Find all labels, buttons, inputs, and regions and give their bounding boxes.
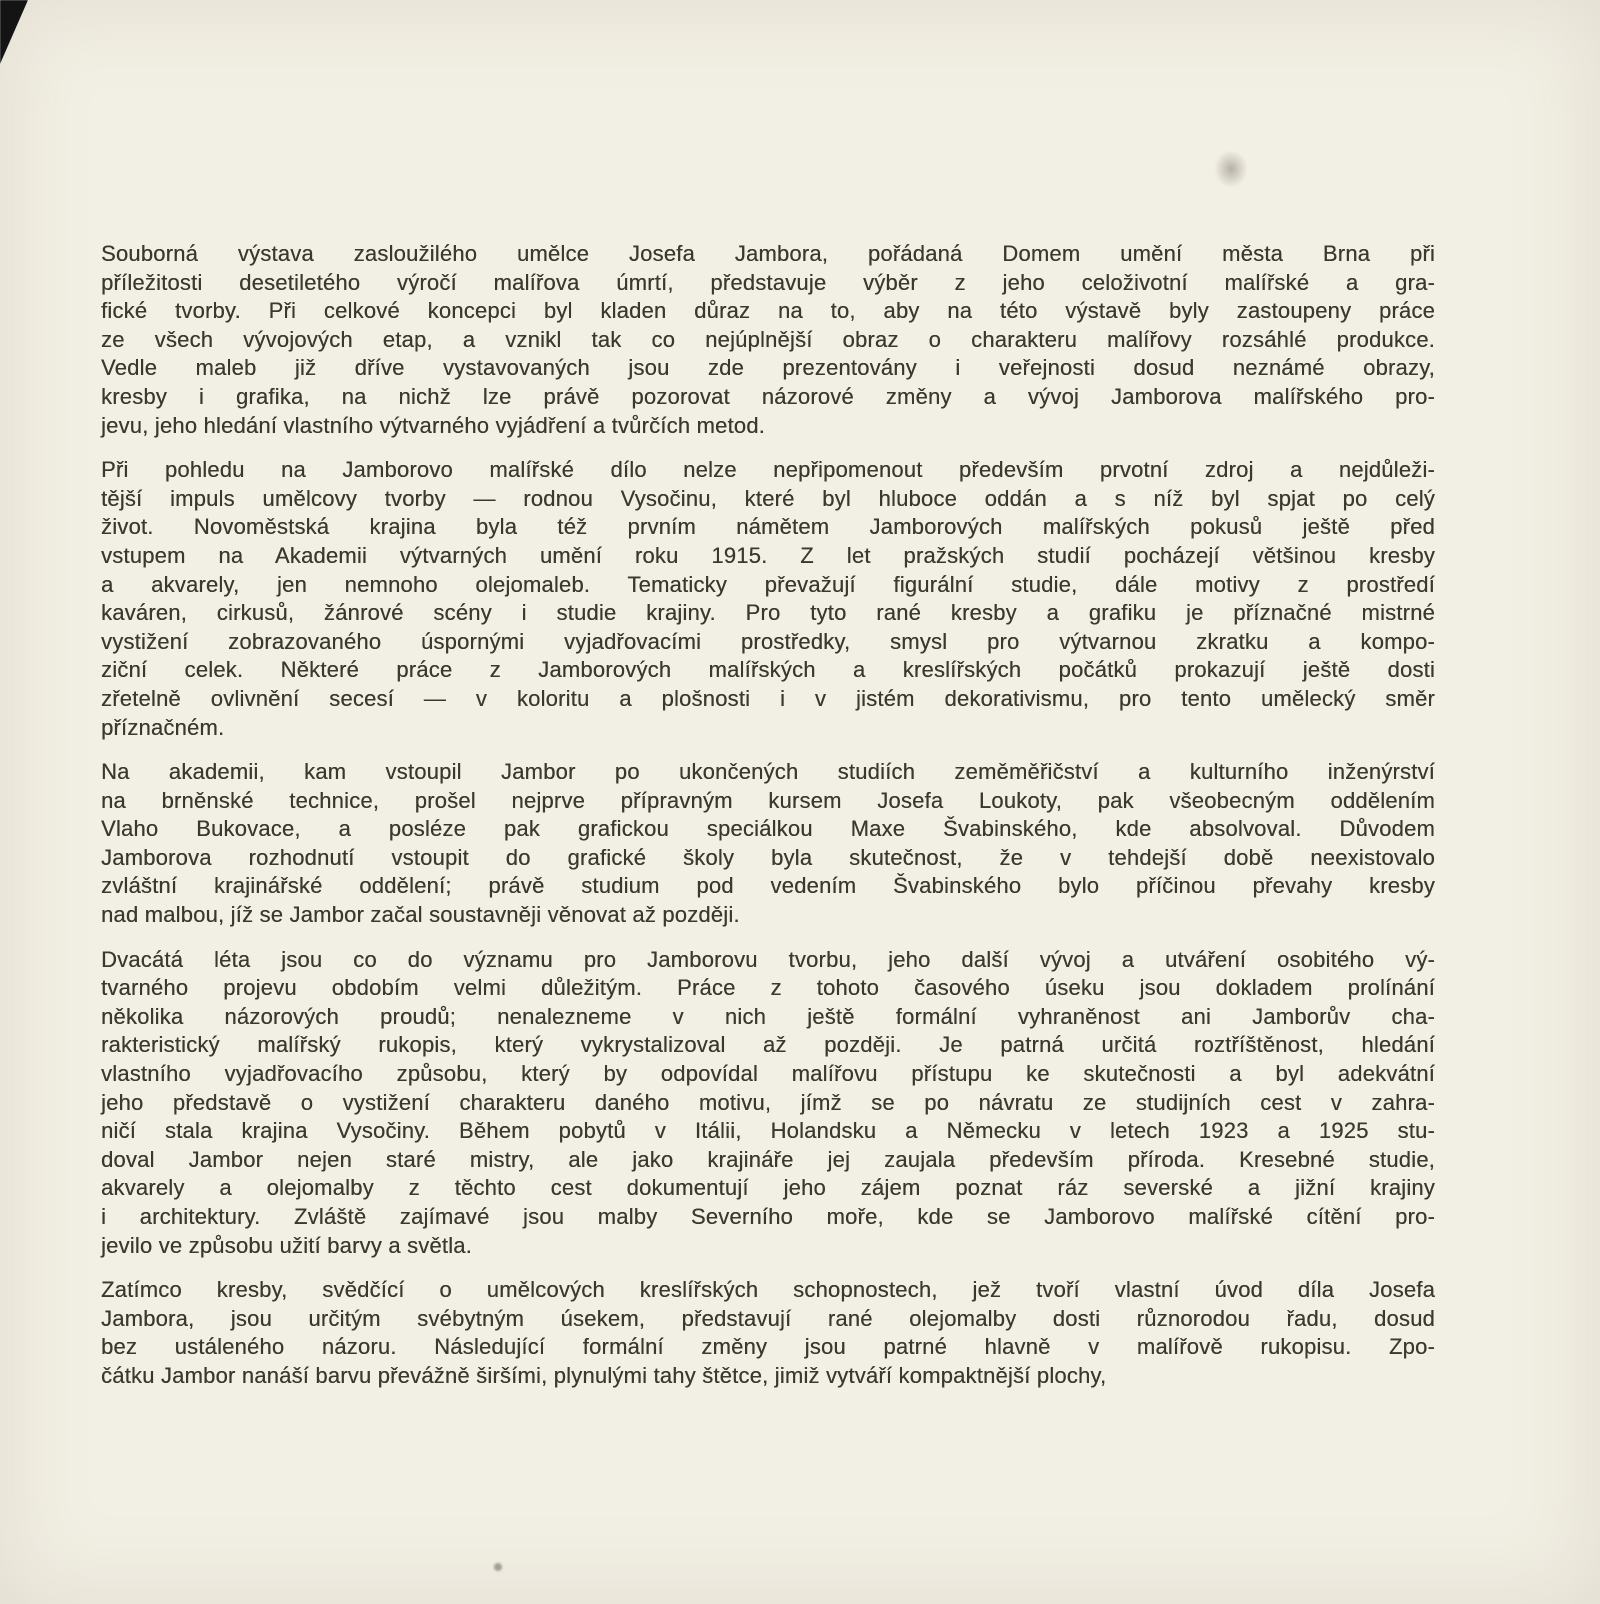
- text-line: fické tvorby. Při celkové koncepci byl kladen důraz na to, aby na této výstavě byly zastoupeny práce: [101, 298, 1435, 324]
- text-line: několika názorových proudů; nenalezneme v nich ještě formální vyhraněnost ani Jamborův cha-: [101, 1003, 1435, 1029]
- text-line: rakteristický malířský rukopis, který vykrystalizoval až později. Je patrná určitá roztříštěnost, hledání: [101, 1032, 1435, 1058]
- text-line: zvláštní krajinářské oddělení; právě studium pod vedením Švabinského bylo příčinou převahy kresby: [101, 873, 1435, 899]
- text-line: na brněnské technice, prošel nejprve přípravným kursem Josefa Loukoty, pak všeobecným oddělením: [101, 787, 1435, 813]
- paragraph-3: [101, 758, 1435, 930]
- paragraph-5: [101, 1276, 1435, 1390]
- text-line: Souborná výstava zasloužilého umělce Josefa Jambora, pořádaná Domem umění města Brna při: [101, 241, 1435, 266]
- text-line: tější impuls umělcovy tvorby — rodnou Vysočinu, které byl hluboce oddán a s níž byl spjat po celý: [101, 485, 1435, 511]
- text-line: příznačném.: [101, 714, 225, 740]
- text-line: Jamborova rozhodnutí vstoupit do grafické školy byla skutečnost, že v tehdejší době neexistovalo: [101, 844, 1435, 870]
- text-block: [101, 240, 1435, 1407]
- text-line: Jambora, jsou určitým svébytným úsekem, představují rané olejomalby dosti různorodou řadu, dosud: [101, 1305, 1435, 1331]
- paragraph-4: [101, 946, 1435, 1261]
- scan-artifact-speck: [494, 1563, 502, 1571]
- text-line: čátku Jambor nanáší barvu převážně širšími, plynulými tahy štětce, jimiž vytváří kompaktnější plochy,: [101, 1362, 1107, 1388]
- text-line: Na akademii, kam vstoupil Jambor po ukončených studiích zeměměřičství a kulturního inženýrství: [101, 759, 1435, 785]
- text-line: Dvacátá léta jsou co do významu pro Jamborovu tvorbu, jeho další vývoj a utváření osobitého vý-: [101, 946, 1435, 972]
- text-line: Zatímco kresby, svědčící o umělcových kreslířských schopnostech, jež tvoří vlastní úvod díla Josefa: [101, 1277, 1435, 1303]
- text-line: i architektury. Zvláště zajímavé jsou malby Severního moře, kde se Jamborovo malířské cítění pro-: [101, 1204, 1435, 1229]
- paragraph-1: [101, 240, 1435, 440]
- text-line: ze všech vývojových etap, a vznikl tak co nejúplnější obraz o charakteru malířovy rozsáhlé produkce.: [101, 326, 1435, 352]
- text-line: Při pohledu na Jamborovo malířské dílo nelze nepřipomenout především prvotní zdroj a nejdůleži-: [101, 457, 1435, 483]
- text-line: Vedle maleb již dříve vystavovaných jsou zde prezentovány i veřejnosti dosud neznámé obrazy,: [101, 355, 1435, 381]
- text-line: kaváren, cirkusů, žánrové scény i studie krajiny. Pro tyto rané kresby a grafiku je příznačné mistrné: [101, 600, 1435, 626]
- text-line: vlastního vyjadřovacího způsobu, který by odpovídal malířovu přístupu ke skutečnosti a byl adekvátní: [101, 1061, 1435, 1087]
- text-line: jevu, jeho hledání vlastního výtvarného vyjádření a tvůrčích metod.: [101, 412, 765, 438]
- text-line: ničí stala krajina Vysočiny. Během pobytů v Itálii, Holandsku a Německu v letech 1923 a 1925 stu-: [101, 1118, 1435, 1144]
- text-line: bez ustáleného názoru. Následující formální změny jsou patrné hlavně v malířově rukopisu. Zpo-: [101, 1334, 1435, 1360]
- text-line: kresby i grafika, na nichž lze právě pozorovat názorové změny a vývoj Jamborova malířského pro-: [101, 383, 1435, 409]
- text-line: vystižení zobrazovaného úspornými vyjadřovacími prostředky, smysl pro výtvarnou zkratku a kompo-: [101, 628, 1435, 654]
- text-line: příležitosti desetiletého výročí malířova úmrtí, představuje výběr z jeho celoživotní malířské a gra-: [101, 269, 1435, 295]
- text-line: doval Jambor nejen staré mistry, ale jako krajináře jej zaujala především příroda. Kresebné studie,: [101, 1146, 1435, 1172]
- text-line: jevilo ve způsobu užití barvy a světla.: [101, 1232, 472, 1258]
- scan-artifact-smudge: [1214, 150, 1248, 188]
- text-line: zřetelně ovlivnění secesí — v koloritu a plošnosti i v jistém dekorativismu, pro tento umělecký směr: [101, 685, 1435, 711]
- text-line: ziční celek. Některé práce z Jamborových malířských a kreslířských počátků prokazují ještě dosti: [101, 657, 1435, 683]
- text-line: a akvarely, jen nemnoho olejomaleb. Tematicky převažují figurální studie, dále motivy z prostředí: [101, 571, 1435, 597]
- text-line: vstupem na Akademii výtvarných umění roku 1915. Z let pražských studií pocházejí většinou kresby: [101, 542, 1435, 568]
- text-line: jeho představě o vystižení charakteru daného motivu, jímž se po návratu ze studijních cest v zahra-: [101, 1089, 1435, 1115]
- paragraph-2: [101, 456, 1435, 742]
- text-line: život. Novoměstská krajina byla též prvním námětem Jamborových malířských pokusů ještě před: [101, 514, 1435, 540]
- text-line: Vlaho Bukovace, a posléze pak grafickou speciálkou Maxe Švabinského, kde absolvoval. Důvodem: [101, 816, 1435, 842]
- text-line: nad malbou, jíž se Jambor začal soustavněji věnovat až později.: [101, 902, 740, 928]
- text-line: akvarely a olejomalby z těchto cest dokumentují jeho zájem poznat ráz severské a jižní krajiny: [101, 1175, 1435, 1201]
- scan-artifact-corner: [0, 0, 28, 64]
- text-line: tvarného projevu obdobím velmi důležitým. Práce z tohoto časového úseku jsou dokladem prolínání: [101, 975, 1435, 1001]
